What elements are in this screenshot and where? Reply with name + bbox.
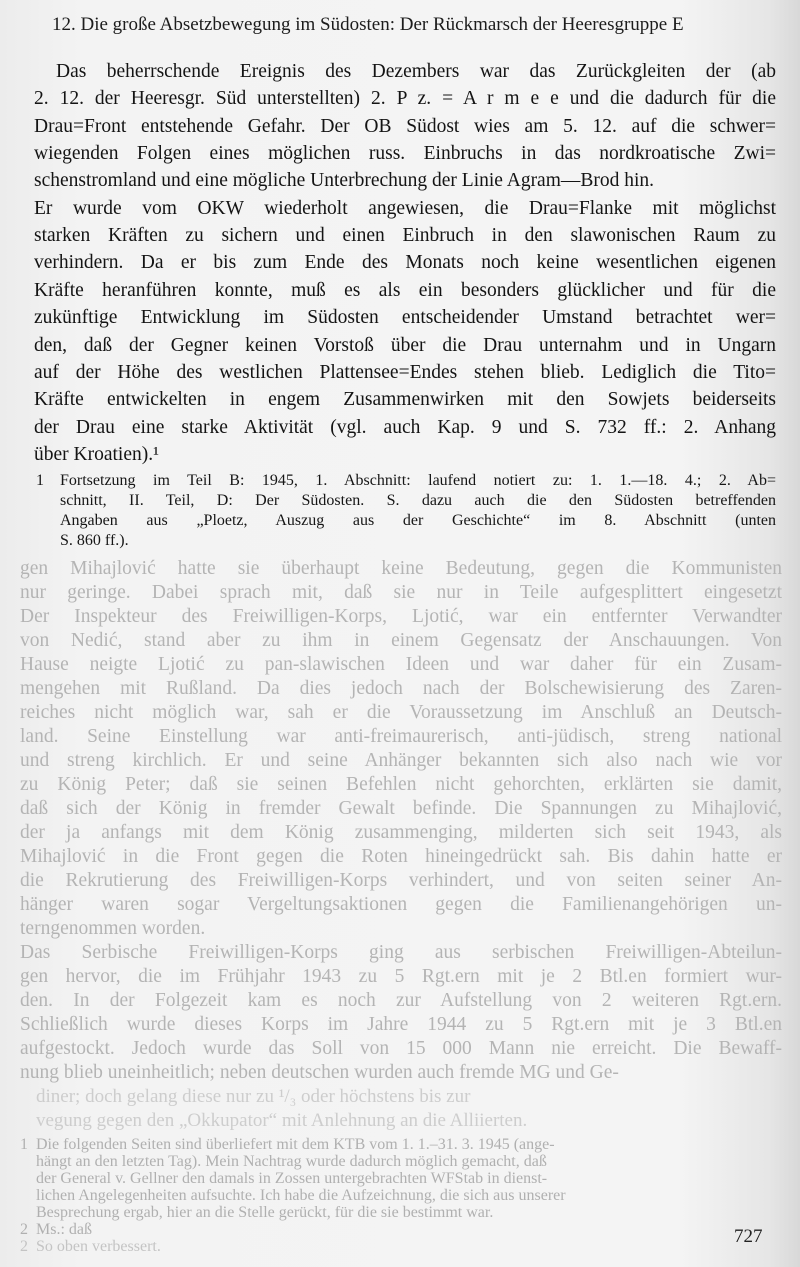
body-line: starken Kräften zu sichern und einen Einbruch in den slawonischen Raum zu xyxy=(34,225,776,247)
show-through-line: zu König Peter; daß sie seinen Befehlen nicht gehorchten, erklärten sie damit, xyxy=(20,774,782,795)
show-through-line: Schließlich wurde dieses Korps im Jahre 1944 zu 5 Rgt.ern mit je 3 Btl.en xyxy=(20,1014,782,1035)
show-through-footnote-line: lichen Angelegenheiten aufsuchte. Ich habe die Aufzeichnung, die sich aus unserer xyxy=(20,1187,566,1204)
show-through-line: nung blieb uneinheitlich; neben deutschen wurden auch fremde MG und Ge- xyxy=(20,1062,619,1083)
show-through-line: terngenommen worden. xyxy=(20,918,206,939)
show-through-line: den. In der Folgezeit kam es noch zur Aufstellung von 2 weiteren Rgt.ern. xyxy=(20,990,782,1011)
show-through-line: aufgestockt. Jedoch wurde das Soll von 15 000 Mann nie erreicht. Die Bewaff- xyxy=(20,1038,782,1059)
show-through-line: reiches nicht möglich war, sah er die Voraussetzung im Anschluß an Deutsch- xyxy=(20,702,782,723)
show-through-line: nur geringe. Dabei sprach mit, daß sie nur in Teile aufgesplittert eingesetzt xyxy=(20,582,782,603)
body-line: Kräfte entwickelten in engem Zusammenwirken mit den Sowjets beiderseits xyxy=(34,389,776,411)
show-through-line: land. Seine Einstellung war anti-freimaurerisch, anti-jüdisch, streng national xyxy=(20,726,782,747)
show-through-line: mengehen mit Rußland. Da dies jedoch nach der Bolschewisierung des Zaren- xyxy=(20,678,782,699)
body-line: 2. 12. der Heeresgr. Süd unterstellten) 2. P z. = A r m e e und die dadurch für die xyxy=(34,88,776,110)
show-through-line: diner; doch gelang diese nur zu ¹/₃ oder höchstens bis zur xyxy=(36,1086,471,1107)
show-through-line: vegung gegen den „Okkupator“ mit Anlehnung an die Alliierten. xyxy=(36,1110,528,1131)
footnote-line: Fortsetzung im Teil B: 1945, 1. Abschnitt: laufend notiert zu: 1. 1.—18. 4.; 2. Ab= xyxy=(60,472,776,489)
body-line: der Drau eine starke Aktivität (vgl. auch Kap. 9 und S. 732 ff.: 2. Anhang xyxy=(34,416,776,438)
body-line: Drau=Front entstehende Gefahr. Der OB Südost wies am 5. 12. auf die schwer= xyxy=(34,115,776,137)
show-through-footnote-line: 2 So oben verbessert. xyxy=(20,1238,161,1255)
show-through-line: Mihajlović in die Front gegen die Roten hineingedrückt sah. Bis dahin hatte er xyxy=(20,846,782,867)
footnote-number: 1 xyxy=(36,472,44,489)
page-number: 727 xyxy=(734,1226,763,1247)
show-through-line: hänger waren sogar Vergeltungsaktionen gegen die Familienangehörigen un- xyxy=(20,894,782,915)
running-header: 12. Die große Absetzbewegung im Südosten: Der Rückmarsch der Heeresgruppe E xyxy=(52,14,684,35)
body-line: Kräfte heranführen konnte, muß es als ein besonders glücklicher und für die xyxy=(34,279,776,301)
show-through-line: von Nedić, stand aber zu ihm in einem Gegensatz der Anschauungen. Von xyxy=(20,630,782,651)
footnote-line: schnitt, II. Teil, D: Der Südosten. S. dazu auch die den Südosten betreffenden xyxy=(60,492,776,509)
footnote-line: Angaben aus „Ploetz, Auszug aus der Geschichte“ im 8. Abschnitt (unten xyxy=(60,512,776,529)
show-through-line: gen hervor, die im Frühjahr 1943 zu 5 Rgt.ern mit je 2 Btl.en formiert wur- xyxy=(20,966,782,987)
body-line: schenstromland und eine mögliche Unterbrechung der Linie Agram—Brod hin. xyxy=(34,170,655,192)
body-line: wiegenden Folgen eines möglichen russ. Einbruchs in das nordkroatische Zwi= xyxy=(34,143,776,165)
body-line: auf der Höhe des westlichen Plattensee=Endes stehen blieb. Lediglich die Tito= xyxy=(34,361,776,383)
body-line: den, daß der Gegner keinen Vorstoß über die Drau unternahm und in Ungarn xyxy=(34,334,776,356)
show-through-line: Hause neigte Ljotić zu pan-slawischen Ideen und war daher für ein Zusam- xyxy=(20,654,782,675)
show-through-line: Der Inspekteur des Freiwilligen-Korps, Ljotić, war ein entfernter Verwandter xyxy=(20,606,782,627)
body-line: zukünftige Entwicklung im Südosten entscheidender Umstand betrachtet wer= xyxy=(34,307,776,329)
show-through-footnote-line: hängt an den letzten Tag). Mein Nachtrag wurde dadurch möglich gemacht, daß xyxy=(20,1153,547,1170)
show-through-footnote-line: 1 Die folgenden Seiten sind überliefert mit dem KTB vom 1. 1.–31. 3. 1945 (ange- xyxy=(20,1136,555,1153)
show-through-line: Das Serbische Freiwilligen-Korps ging aus serbischen Freiwilligen-Abteilun- xyxy=(20,942,782,963)
show-through-line: daß sich der König in fremder Gewalt befinde. Die Spannungen zu Mihajlović, xyxy=(20,798,782,819)
show-through-line: und streng kirchlich. Er und seine Anhänger bekannten sich also nach wie vor xyxy=(20,750,782,771)
body-line: verhindern. Da er bis zum Ende des Monats noch keine wesentlichen eigenen xyxy=(34,252,776,274)
show-through-line: gen Mihajlović hatte sie überhaupt keine Bedeutung, gegen die Kommunisten xyxy=(20,558,782,579)
body-line: Er wurde vom OKW wiederholt angewiesen, die Drau=Flanke mit möglichst xyxy=(34,197,776,219)
body-line: Das beherrschende Ereignis des Dezembers war das Zurückgleiten der (ab xyxy=(56,61,776,82)
show-through-footnote-line: der General v. Gellner den damals in Zossen untergebrachten WFStab in dienst- xyxy=(20,1170,548,1187)
show-through-line: die Rekrutierung des Freiwilligen-Korps verhindert, und von seiten seiner An- xyxy=(20,870,782,891)
show-through-footnote-line: Besprechung ergab, hier an die Stelle gerückt, für die sie bestimmt war. xyxy=(20,1204,494,1221)
show-through-line: der ja anfangs mit dem König zusammenging, milderten sich seit 1943, als xyxy=(20,822,782,843)
show-through-footnote-line: 2 Ms.: daß xyxy=(20,1221,92,1238)
body-line: über Kroatien).¹ xyxy=(34,443,159,465)
footnote-line: S. 860 ff.). xyxy=(60,532,129,549)
